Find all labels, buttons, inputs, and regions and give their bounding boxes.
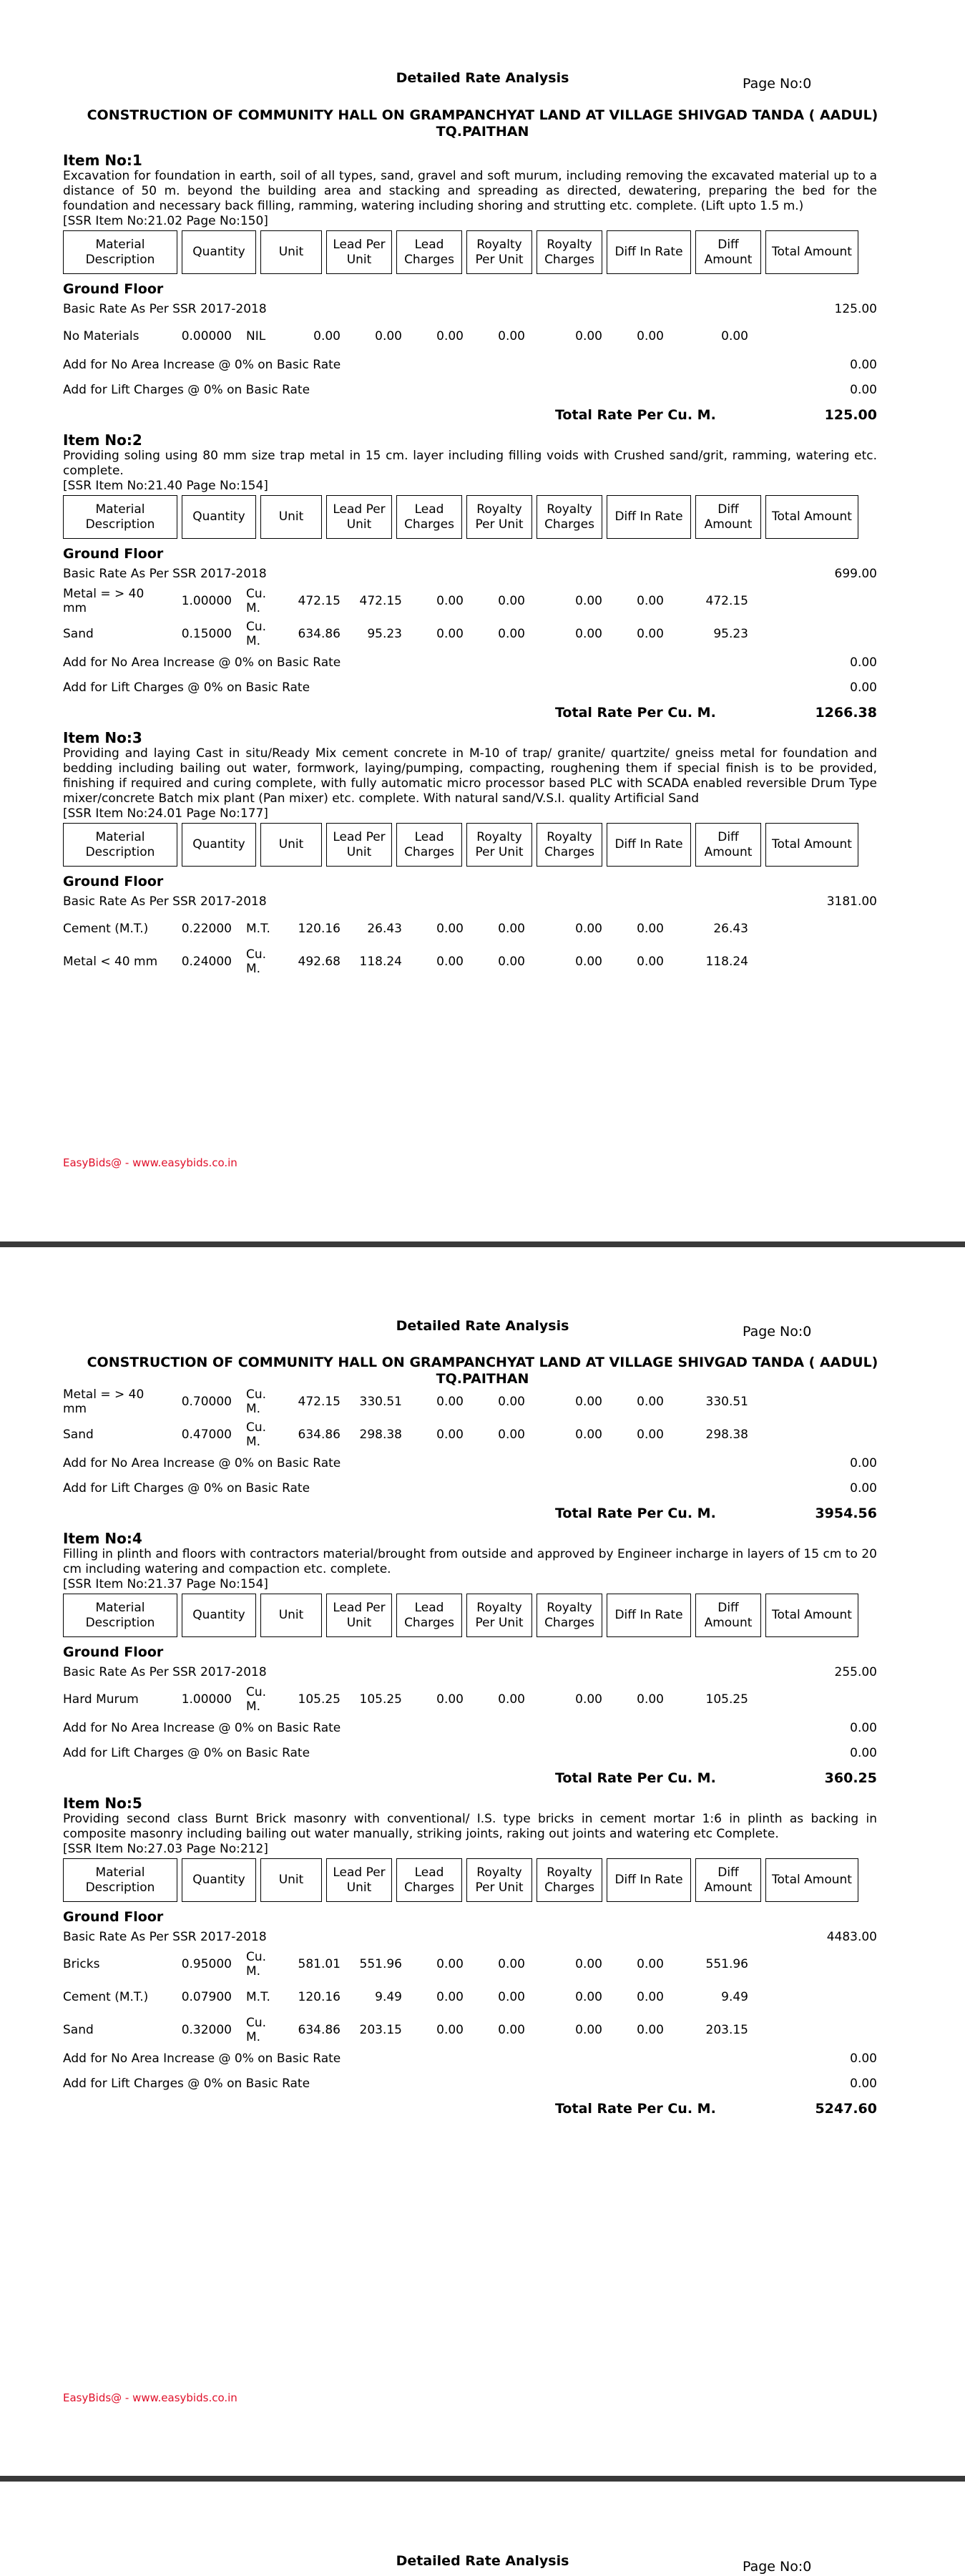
- column-header-lead-per-unit: Lead Per Unit: [326, 495, 392, 539]
- page-number: Page No:0: [743, 2559, 812, 2575]
- project-title: [0, 107, 965, 140]
- item-description: Excavation for foundation in earth, soil of all types, sand, gravel and soft murum, including removing the excavated material up to a distance of 50 m. beyond the building area and stacking and spreading as directed, dewatering, preparing the bed for the foundation and necessary back filling, ramming, watering including shoring and strutting etc. complete. (Lift upto 1.5 m.): [63, 169, 877, 213]
- column-header-lead-charges: Lead Charges: [396, 495, 462, 539]
- quantity: 0.32000: [181, 2023, 232, 2037]
- material-name: Metal < 40 mm: [63, 955, 158, 969]
- area-increase-label: Add for No Area Increase @ 0% on Basic Rate: [63, 655, 341, 670]
- column-header-diff-amount: Diff Amount: [695, 823, 761, 867]
- table-header: [63, 1858, 877, 1902]
- royalty-charges: 0.00: [498, 1692, 525, 1707]
- column-header-total-amount: Total Amount: [765, 823, 858, 867]
- total-amount: 95.23: [713, 627, 748, 641]
- diff-in-rate: 0.00: [575, 1428, 602, 1442]
- report-title: Detailed Rate Analysis: [396, 70, 569, 86]
- column-header-total-amount: Total Amount: [765, 495, 858, 539]
- diff-amount: 0.00: [637, 1692, 664, 1707]
- column-header-royalty-per-unit: Royalty Per Unit: [466, 495, 532, 539]
- lead-charges: 330.51: [359, 1395, 402, 1409]
- basic-rate-value: 125.00: [834, 302, 877, 316]
- total-rate-label: Total Rate Per Cu. M.: [555, 2101, 716, 2117]
- material-name: Sand: [63, 1428, 94, 1442]
- column-header-diff-in-rate: Diff In Rate: [607, 823, 691, 867]
- royalty-charges: 0.00: [498, 594, 525, 608]
- page-number: Page No:0: [743, 1324, 812, 1340]
- column-header-diff-in-rate: Diff In Rate: [607, 1858, 691, 1902]
- area-increase-line: [63, 1716, 877, 1741]
- column-header-royalty-per-unit: Royalty Per Unit: [466, 823, 532, 867]
- material-row: [63, 320, 877, 353]
- quantity: 0.15000: [181, 627, 232, 641]
- column-header-unit: Unit: [260, 823, 322, 867]
- rate-item: [63, 1530, 877, 1790]
- page-2-item-list: [63, 1530, 877, 2121]
- column-header-lead-charges: Lead Charges: [396, 823, 462, 867]
- diff-in-rate: 0.00: [575, 1957, 602, 1971]
- table-header: [63, 495, 877, 539]
- item-description: Providing and laying Cast in situ/Ready Mix cement concrete in M-10 of trap/ granite/ quartzite/ gneiss metal for foundation and bedding including bailing out water, formwork, laying/pumping, compacting, roughening them if special finish is to be provided, finishing if required and curing complete, with fully automatic micro processor based PLC with SCADA enabled reversible Drum Type mixer/concrete Batch mix plant (Pan mixer) etc. complete. With natural sand/V.S.I. quality Artificial Sand: [63, 746, 877, 806]
- lift-charges-label: Add for Lift Charges @ 0% on Basic Rate: [63, 1746, 310, 1760]
- material-row: [63, 1981, 877, 2014]
- lead-charges: 105.25: [359, 1692, 402, 1707]
- material-name: Cement (M.T.): [63, 1990, 149, 2004]
- item-number: Item No:1: [63, 152, 142, 169]
- diff-amount: 0.00: [637, 922, 664, 936]
- royalty-charges: 0.00: [498, 1957, 525, 1971]
- quantity: 0.22000: [181, 922, 232, 936]
- column-header-royalty-charges: Royalty Charges: [537, 823, 602, 867]
- column-header-total-amount: Total Amount: [765, 1594, 858, 1637]
- lead-per-unit: 472.15: [298, 594, 341, 608]
- page-2-items: [63, 1385, 877, 2121]
- diff-amount: 0.00: [637, 955, 664, 969]
- lead-per-unit: 120.16: [298, 922, 341, 936]
- royalty-per-unit: 0.00: [436, 922, 464, 936]
- rate-item: [63, 729, 877, 978]
- lead-per-unit: 120.16: [298, 1990, 341, 2004]
- total-rate-value: 5247.60: [815, 2101, 877, 2117]
- unit: Cu. M.: [246, 947, 267, 976]
- column-header-material-name: Material Description: [63, 1858, 177, 1902]
- unit: M.T.: [246, 922, 270, 936]
- column-header-diff-in-rate: Diff In Rate: [607, 1594, 691, 1637]
- royalty-per-unit: 0.00: [436, 1990, 464, 2004]
- project-title-line2: TQ.PAITHAN: [436, 124, 529, 140]
- diff-in-rate: 0.00: [575, 922, 602, 936]
- diff-in-rate: 0.00: [575, 1395, 602, 1409]
- material-name: Sand: [63, 627, 94, 641]
- total-amount: 472.15: [705, 594, 748, 608]
- basic-rate-label: Basic Rate As Per SSR 2017-2018: [63, 302, 267, 316]
- report-title: Detailed Rate Analysis: [396, 1318, 569, 1334]
- total-rate-line: [63, 1766, 877, 1790]
- column-header-unit: Unit: [260, 230, 322, 274]
- item-description: Providing second class Burnt Brick masonry with conventional/ I.S. type bricks in cement mortar 1:6 in plinth as backing in composite masonry including bailing out water manually, striking joints, raking out joints and watering etc Complete.: [63, 1812, 877, 1841]
- lead-charges: 95.23: [367, 627, 402, 641]
- column-header-lead-per-unit: Lead Per Unit: [326, 230, 392, 274]
- area-increase-value: 0.00: [850, 2051, 877, 2066]
- lift-charges-label: Add for Lift Charges @ 0% on Basic Rate: [63, 680, 310, 695]
- lead-per-unit: 0.00: [313, 329, 341, 343]
- ssr-reference: [SSR Item No:24.01 Page No:177]: [63, 806, 268, 821]
- item-description: Filling in plinth and floors with contractors material/brought from outside and approved by Engineer incharge in layers of 15 cm to 20 cm including watering and compaction etc. complete.: [63, 1547, 877, 1576]
- royalty-charges: 0.00: [498, 955, 525, 969]
- material-name: Bricks: [63, 1957, 100, 1971]
- total-amount: 0.00: [721, 329, 748, 343]
- royalty-per-unit: 0.00: [436, 1395, 464, 1409]
- diff-in-rate: 0.00: [575, 955, 602, 969]
- material-row: [63, 2014, 877, 2046]
- basic-rate-label: Basic Rate As Per SSR 2017-2018: [63, 567, 267, 581]
- column-header-material-name: Material Description: [63, 230, 177, 274]
- column-header-royalty-per-unit: Royalty Per Unit: [466, 1858, 532, 1902]
- column-header-diff-in-rate: Diff In Rate: [607, 495, 691, 539]
- rate-item: [63, 1795, 877, 2121]
- material-row: [63, 912, 877, 945]
- footer-link[interactable]: EasyBids@ - www.easybids.co.in: [63, 2391, 237, 2404]
- lead-charges: 203.15: [359, 2023, 402, 2037]
- quantity: 0.24000: [181, 955, 232, 969]
- total-rate-line: Total Rate Per Cu. M. 3954.56: [555, 1506, 877, 1521]
- lead-per-unit: 581.01: [298, 1957, 341, 1971]
- basic-rate-line: [63, 1926, 877, 1948]
- column-header-royalty-charges: Royalty Charges: [537, 1594, 602, 1637]
- lift-charges-line: Add for Lift Charges @ 0% on Basic Rate 0.00: [63, 1481, 877, 1496]
- royalty-per-unit: 0.00: [436, 329, 464, 343]
- royalty-charges: 0.00: [498, 329, 525, 343]
- material-row: [63, 1385, 877, 1418]
- total-rate-label: Total Rate Per Cu. M.: [555, 705, 716, 721]
- basic-rate-line: [63, 298, 877, 320]
- column-header-diff-in-rate: Diff In Rate: [607, 230, 691, 274]
- column-header-unit: Unit: [260, 1594, 322, 1637]
- unit: Cu. M.: [246, 1420, 267, 1449]
- total-amount: 330.51: [705, 1395, 748, 1409]
- quantity: 0.95000: [181, 1957, 232, 1971]
- royalty-charges: 0.00: [498, 2023, 525, 2037]
- diff-in-rate: 0.00: [575, 329, 602, 343]
- item-number: Item No:2: [63, 431, 142, 449]
- area-increase-label: Add for No Area Increase @ 0% on Basic Rate: [63, 2051, 341, 2066]
- lead-charges: 0.00: [375, 329, 402, 343]
- lift-charges-line: [63, 2072, 877, 2097]
- page-2: [0, 1247, 965, 2476]
- total-amount: 118.24: [705, 955, 748, 969]
- diff-amount: 0.00: [637, 2023, 664, 2037]
- area-increase-line: [63, 353, 877, 378]
- diff-in-rate: 0.00: [575, 1692, 602, 1707]
- total-rate-value: 125.00: [824, 407, 877, 423]
- royalty-per-unit: 0.00: [436, 1428, 464, 1442]
- material-row: [63, 585, 877, 618]
- area-increase-line: Add for No Area Increase @ 0% on Basic Rate 0.00: [63, 1456, 877, 1470]
- unit: Cu. M.: [246, 587, 267, 615]
- lead-charges: 551.96: [359, 1957, 402, 1971]
- lead-per-unit: 634.86: [298, 1428, 341, 1442]
- diff-amount: 0.00: [637, 1990, 664, 2004]
- royalty-charges: 0.00: [498, 1428, 525, 1442]
- total-amount: 551.96: [705, 1957, 748, 1971]
- column-header-quantity: Quantity: [182, 1594, 256, 1637]
- royalty-per-unit: 0.00: [436, 1957, 464, 1971]
- basic-rate-value: 255.00: [834, 1665, 877, 1679]
- quantity: 1.00000: [181, 1692, 232, 1707]
- project-title-line1: CONSTRUCTION OF COMMUNITY HALL ON GRAMPANCHYAT LAND AT VILLAGE SHIVGAD TANDA ( AADUL): [87, 107, 878, 123]
- lead-per-unit: 105.25: [298, 1692, 341, 1707]
- basic-rate-label: Basic Rate As Per SSR 2017-2018: [63, 894, 267, 909]
- ssr-reference: [SSR Item No:21.02 Page No:150]: [63, 214, 268, 228]
- material-row: [63, 1418, 877, 1451]
- total-amount: 203.15: [705, 2023, 748, 2037]
- quantity: 0.47000: [181, 1428, 232, 1442]
- diff-in-rate: 0.00: [575, 627, 602, 641]
- page-number: Page No:0: [743, 76, 812, 92]
- rate-item: [63, 431, 877, 725]
- column-header-material-name: Material Description: [63, 495, 177, 539]
- total-rate-line: [63, 701, 877, 725]
- column-header-total-amount: Total Amount: [765, 1858, 858, 1902]
- area-increase-line: [63, 2046, 877, 2072]
- diff-amount: 0.00: [637, 1957, 664, 1971]
- lead-per-unit: 634.86: [298, 2023, 341, 2037]
- material-name: Sand: [63, 2023, 94, 2037]
- royalty-charges: 0.00: [498, 922, 525, 936]
- project-title-line2: TQ.PAITHAN: [436, 1371, 529, 1387]
- area-increase-value: 0.00: [850, 358, 877, 372]
- material-row: [63, 945, 877, 978]
- total-amount: 298.38: [705, 1428, 748, 1442]
- total-amount: 105.25: [705, 1692, 748, 1707]
- lift-charges-label: Add for Lift Charges @ 0% on Basic Rate: [63, 2077, 310, 2091]
- column-header-diff-amount: Diff Amount: [695, 1858, 761, 1902]
- area-increase-label: Add for No Area Increase @ 0% on Basic Rate: [63, 1721, 341, 1735]
- unit: M.T.: [246, 1990, 270, 2004]
- royalty-per-unit: 0.00: [436, 955, 464, 969]
- item-number: Item No:4: [63, 1530, 142, 1547]
- floor-label: Ground Floor: [63, 546, 164, 562]
- total-rate-label: Total Rate Per Cu. M.: [555, 1770, 716, 1786]
- page-separator: [0, 1241, 965, 1247]
- column-header-total-amount: Total Amount: [765, 230, 858, 274]
- unit: Cu. M.: [246, 1685, 267, 1714]
- project-title-line1: CONSTRUCTION OF COMMUNITY HALL ON GRAMPANCHYAT LAND AT VILLAGE SHIVGAD TANDA ( AADUL): [87, 1355, 878, 1370]
- material-name: Cement (M.T.): [63, 922, 149, 936]
- material-name: Metal = > 40 mm: [63, 1387, 144, 1416]
- rate-item: [63, 152, 877, 427]
- diff-amount: 0.00: [637, 1395, 664, 1409]
- unit: Cu. M.: [246, 620, 267, 648]
- area-increase-label: Add for No Area Increase @ 0% on Basic Rate: [63, 358, 341, 372]
- royalty-per-unit: 0.00: [436, 594, 464, 608]
- report-title: Detailed Rate Analysis: [396, 2553, 569, 2569]
- page-1: [0, 0, 965, 1241]
- table-header: [63, 1594, 877, 1637]
- royalty-per-unit: 0.00: [436, 627, 464, 641]
- diff-amount: 0.00: [637, 329, 664, 343]
- column-header-diff-amount: Diff Amount: [695, 1594, 761, 1637]
- total-rate-value: 360.25: [824, 1770, 877, 1786]
- column-header-royalty-charges: Royalty Charges: [537, 495, 602, 539]
- continued-materials: [63, 1385, 877, 1451]
- column-header-lead-per-unit: Lead Per Unit: [326, 823, 392, 867]
- lead-per-unit: 472.15: [298, 1395, 341, 1409]
- lift-charges-value: 0.00: [850, 2077, 877, 2091]
- total-amount: 9.49: [721, 1990, 748, 2004]
- column-header-lead-per-unit: Lead Per Unit: [326, 1858, 392, 1902]
- area-increase-value: 0.00: [850, 655, 877, 670]
- royalty-charges: 0.00: [498, 627, 525, 641]
- column-header-royalty-per-unit: Royalty Per Unit: [466, 230, 532, 274]
- royalty-per-unit: 0.00: [436, 2023, 464, 2037]
- ssr-reference: [SSR Item No:21.37 Page No:154]: [63, 1577, 268, 1591]
- lead-charges: 26.43: [367, 922, 402, 936]
- lift-charges-value: 0.00: [850, 1746, 877, 1760]
- item-number: Item No:3: [63, 729, 142, 746]
- quantity: 1.00000: [181, 594, 232, 608]
- ssr-reference: [SSR Item No:21.40 Page No:154]: [63, 479, 268, 493]
- lift-charges-label: Add for Lift Charges @ 0% on Basic Rate: [63, 383, 310, 397]
- lift-charges-line: [63, 378, 877, 403]
- total-rate-label: Total Rate Per Cu. M.: [555, 407, 716, 423]
- basic-rate-value: 3181.00: [826, 894, 877, 909]
- basic-rate-line: [63, 563, 877, 585]
- page-separator: [0, 2476, 965, 2482]
- column-header-material-name: Material Description: [63, 823, 177, 867]
- table-header: [63, 230, 877, 274]
- column-header-unit: Unit: [260, 495, 322, 539]
- column-header-quantity: Quantity: [182, 823, 256, 867]
- item-number: Item No:5: [63, 1795, 142, 1812]
- floor-label: Ground Floor: [63, 1909, 164, 1925]
- total-amount: 26.43: [713, 922, 748, 936]
- area-increase-value: 0.00: [850, 1721, 877, 1735]
- basic-rate-line: [63, 891, 877, 912]
- royalty-charges: 0.00: [498, 1990, 525, 2004]
- diff-amount: 0.00: [637, 1428, 664, 1442]
- diff-in-rate: 0.00: [575, 2023, 602, 2037]
- quantity: 0.70000: [181, 1395, 232, 1409]
- royalty-per-unit: 0.00: [436, 1692, 464, 1707]
- floor-label: Ground Floor: [63, 281, 164, 297]
- basic-rate-line: [63, 1662, 877, 1683]
- royalty-charges: 0.00: [498, 1395, 525, 1409]
- column-header-unit: Unit: [260, 1858, 322, 1902]
- column-header-quantity: Quantity: [182, 495, 256, 539]
- lift-charges-line: [63, 1741, 877, 1766]
- lead-charges: 472.15: [359, 594, 402, 608]
- column-header-royalty-charges: Royalty Charges: [537, 1858, 602, 1902]
- project-title: [0, 1355, 965, 1387]
- lift-charges-value: 0.00: [850, 383, 877, 397]
- column-header-material-name: Material Description: [63, 1594, 177, 1637]
- lift-charges-line: [63, 675, 877, 701]
- floor-label: Ground Floor: [63, 874, 164, 889]
- quantity: 0.00000: [181, 329, 232, 343]
- basic-rate-value: 4483.00: [826, 1930, 877, 1944]
- lead-charges: 298.38: [359, 1428, 402, 1442]
- lead-charges: 118.24: [359, 955, 402, 969]
- material-name: No Materials: [63, 329, 139, 343]
- column-header-quantity: Quantity: [182, 1858, 256, 1902]
- total-rate-line: [63, 2097, 877, 2121]
- total-rate-value: 1266.38: [815, 705, 877, 721]
- column-header-lead-per-unit: Lead Per Unit: [326, 1594, 392, 1637]
- area-increase-line: [63, 650, 877, 675]
- ssr-reference: [SSR Item No:27.03 Page No:212]: [63, 1842, 268, 1856]
- material-row: [63, 618, 877, 650]
- page-1-items: [63, 147, 877, 978]
- basic-rate-label: Basic Rate As Per SSR 2017-2018: [63, 1665, 267, 1679]
- diff-in-rate: 0.00: [575, 1990, 602, 2004]
- diff-in-rate: 0.00: [575, 594, 602, 608]
- floor-label: Ground Floor: [63, 1644, 164, 1660]
- quantity: 0.07900: [181, 1990, 232, 2004]
- table-header: [63, 823, 877, 867]
- column-header-royalty-per-unit: Royalty Per Unit: [466, 1594, 532, 1637]
- lead-charges: 9.49: [375, 1990, 402, 2004]
- column-header-diff-amount: Diff Amount: [695, 230, 761, 274]
- diff-amount: 0.00: [637, 627, 664, 641]
- lead-per-unit: 634.86: [298, 627, 341, 641]
- column-header-lead-charges: Lead Charges: [396, 1858, 462, 1902]
- unit: Cu. M.: [246, 1387, 267, 1416]
- unit: NIL: [246, 329, 266, 343]
- column-header-lead-charges: Lead Charges: [396, 230, 462, 274]
- unit: Cu. M.: [246, 1950, 267, 1979]
- item-description: Providing soling using 80 mm size trap metal in 15 cm. layer including filling voids with Crushed sand/grit, ramming, watering etc. complete.: [63, 449, 877, 478]
- basic-rate-value: 699.00: [834, 567, 877, 581]
- diff-amount: 0.00: [637, 594, 664, 608]
- column-header-lead-charges: Lead Charges: [396, 1594, 462, 1637]
- footer-link[interactable]: EasyBids@ - www.easybids.co.in: [63, 1156, 237, 1169]
- total-rate-line: [63, 403, 877, 427]
- material-row: [63, 1948, 877, 1981]
- material-name: Hard Murum: [63, 1692, 139, 1707]
- page-3: [0, 2482, 965, 2576]
- column-header-quantity: Quantity: [182, 230, 256, 274]
- material-name: Metal = > 40 mm: [63, 587, 144, 615]
- basic-rate-label: Basic Rate As Per SSR 2017-2018: [63, 1930, 267, 1944]
- lead-per-unit: 492.68: [298, 955, 341, 969]
- column-header-diff-amount: Diff Amount: [695, 495, 761, 539]
- lift-charges-value: 0.00: [850, 680, 877, 695]
- unit: Cu. M.: [246, 2016, 267, 2044]
- material-row: [63, 1683, 877, 1716]
- column-header-royalty-charges: Royalty Charges: [537, 230, 602, 274]
